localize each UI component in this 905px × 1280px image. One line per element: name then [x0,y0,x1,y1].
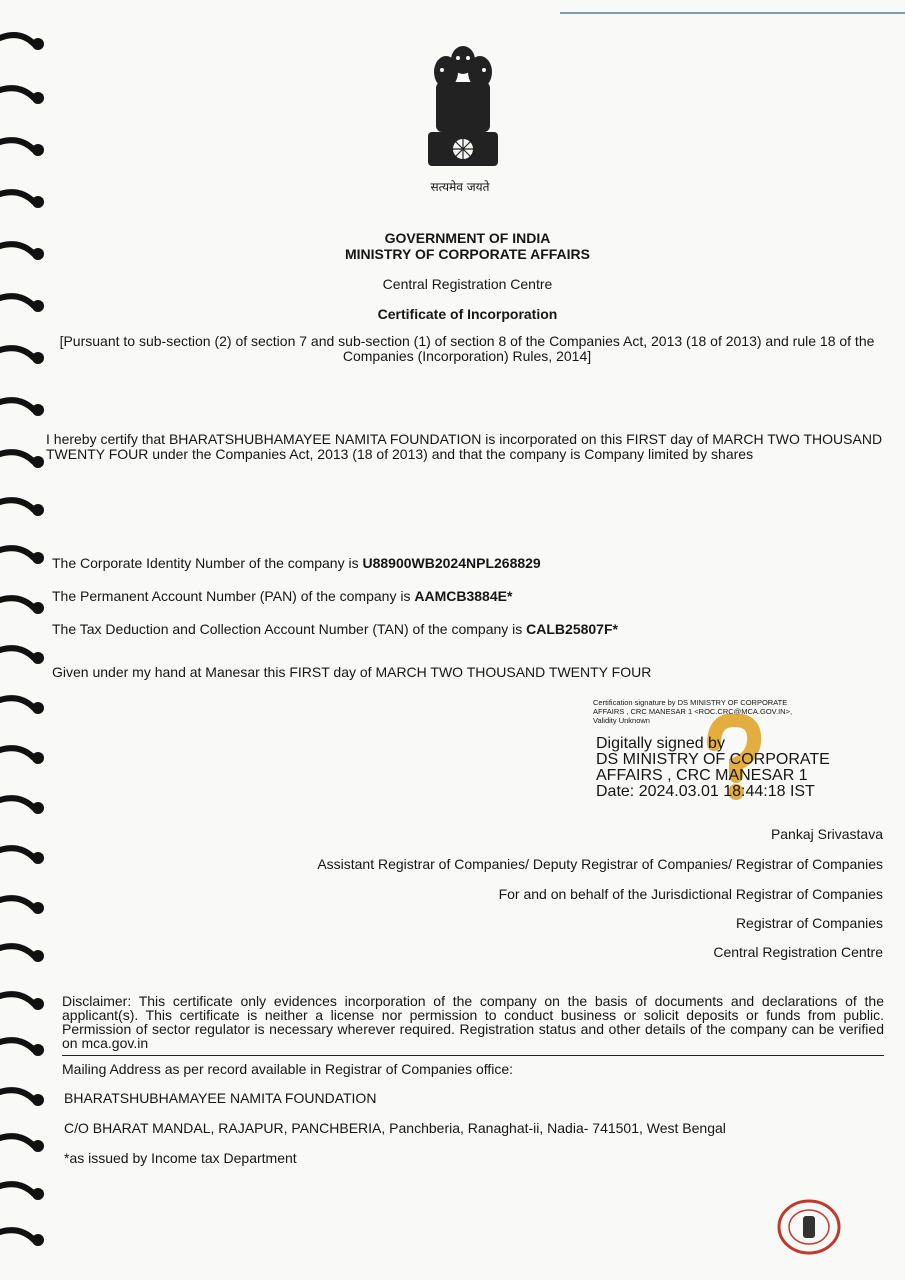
centre-name: Central Registration Centre [382,276,553,292]
spiral-binding [0,0,70,1280]
digital-sign-line: AFFAIRS , CRC MANESAR 1 [596,767,808,784]
pan-value: AAMCB3884E* [414,588,513,604]
national-emblem-icon [418,42,508,182]
mailing-address: C/O BHARAT MANDAL, RAJAPUR, PANCHBERIA, Panchberia, Ranaghat-ii, Nadia- 741501, West Bengal [64,1120,726,1136]
pan-line [52,589,512,604]
pursuant-clause: [Pursuant to sub-section (2) of section 7 and sub-section (1) of section 8 of the Companies Act, 2013 (18 of 2013) and rule 18 of the Companies (Incorporation) Rules, 2014] [59,333,875,364]
header-block [60,230,875,262]
pan-tan-note: *as issued by Income tax Department [64,1150,297,1166]
cin-label: The Corporate Identity Number of the company is [52,555,363,571]
sig-note-line: AFFAIRS , CRC MANESAR 1 <ROC.CRC@MCA.GOV.IN>, [593,707,793,716]
cin-value: U88900WB2024NPL268829 [362,555,541,571]
signatory-designation: Assistant Registrar of Companies/ Deputy Registrar of Companies/ Registrar of Companies [317,856,883,872]
digital-signature-block [596,736,876,800]
registrar-centre-line: Central Registration Centre [713,944,883,960]
given-line: Given under my hand at Manesar this FIRST day of MARCH TWO THOUSAND TWENTY FOUR [52,664,652,680]
sig-note-line: Validity Unknown [593,716,650,725]
pan-label: The Permanent Account Number (PAN) of the company is [52,588,415,604]
page-title: Certificate of Incorporation [377,306,558,322]
mailing-company: BHARATSHUBHAMAYEE NAMITA FOUNDATION [64,1090,377,1106]
registrar-line: Registrar of Companies [735,915,883,931]
tan-line [52,622,618,637]
top-edge-line [560,12,905,14]
emblem-motto: सत्यमेव जयते [430,180,490,194]
digital-sign-line: Digitally signed by [596,735,725,752]
tan-label: The Tax Deduction and Collection Account Number (TAN) of the company is [52,621,527,637]
ministry-title: MINISTRY OF CORPORATE AFFAIRS [344,246,590,262]
government-title: GOVERNMENT OF INDIA [384,230,551,246]
divider [62,1055,884,1056]
certify-paragraph: I hereby certify that BHARATSHUBHAMAYEE NAMITA FOUNDATION is incorporated on this FIRST day of MARCH TWO THOUSAND TWENTY FOUR under the Companies Act, 2013 (18 of 2013) and that the company is Company limited by shares [46,431,883,462]
digital-sign-date: Date: 2024.03.01 18:44:18 IST [596,783,815,800]
behalf-line: For and on behalf of the Jurisdictional Registrar of Companies [498,886,883,902]
disclaimer: Disclaimer: This certificate only evidences incorporation of the company on the basis of documents and declarations of the applicant(s). This certificate is neither a license nor permission to conduct business or solicit deposits or funds from public. Permission of sector regulator is necessary wherever required. Registration status and other details of the company can be verified on mca.gov.in [62,993,884,1051]
digital-sign-line: DS MINISTRY OF CORPORATE [596,751,830,768]
tan-value: CALB25807F* [526,621,618,637]
mailing-label: Mailing Address as per record available in Registrar of Companies office: [62,1061,514,1077]
sig-note-line: Certification signature by DS MINISTRY OF CORPORATE [593,698,788,707]
signatory-name: Pankaj Srivastava [770,826,883,842]
cin-line [52,556,541,571]
mca-seal-icon [776,1198,842,1256]
